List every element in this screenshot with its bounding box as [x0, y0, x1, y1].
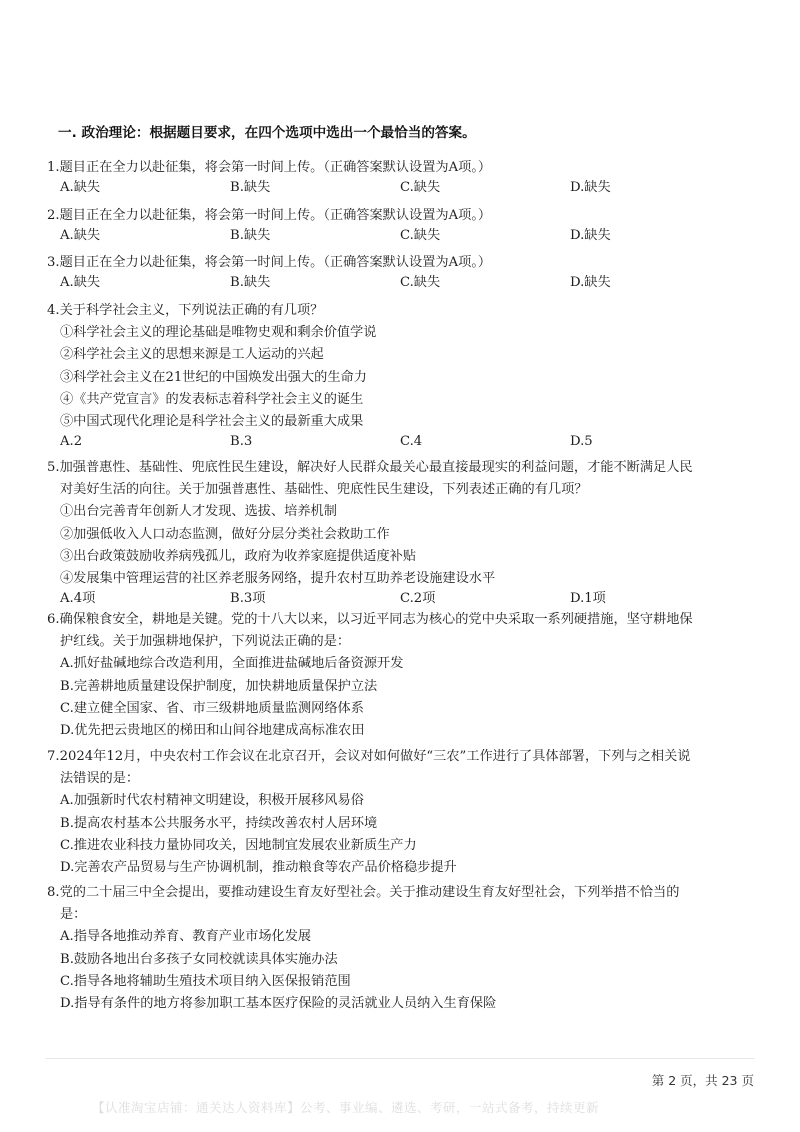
question-stem: 2.题目正在全力以赴征集，将会第一时间上传。（正确答案默认设置为A项。）: [47, 208, 492, 223]
option-a[interactable]: A.4项: [60, 591, 96, 607]
option-b[interactable]: B.缺失: [230, 180, 271, 196]
footer-divider: [45, 1058, 755, 1059]
options-row: [60, 226, 760, 246]
question-stem: 1.题目正在全力以赴征集，将会第一时间上传。（正确答案默认设置为A项。）: [47, 160, 492, 175]
option-c[interactable]: C.2项: [400, 591, 436, 607]
question-item: B.提高农村基本公共服务水平，持续改善农村人居环境: [60, 815, 378, 831]
question-item: ②加强低收入人口动态监测，做好分层分类社会救助工作: [60, 526, 390, 542]
watermark-text: 【认准淘宝店铺：通关达人资料库】公考、事业编、遴选、考研，一站式备考，持续更新: [92, 1100, 600, 1115]
question-item: ⑤中国式现代化理论是科学社会主义的最新重大成果: [60, 414, 364, 429]
question-stem-continued: 对美好生活的向往。关于加强普惠性、基础性、兜底性民生建设，下列表述正确的有几项？: [60, 482, 588, 498]
question-item: ③科学社会主义在21世纪的中国焕发出强大的生命力: [60, 369, 367, 385]
options-row: [60, 273, 760, 293]
question-item: B.鼓励各地出台多孩子女同校就读具体实施办法: [60, 951, 338, 967]
question-stem: 6.确保粮食安全，耕地是关键。党的十八大以来，以习近平同志为核心的党中央采取一系列硬措施，坚守耕地保: [47, 612, 693, 627]
question-item: C.指导各地将辅助生殖技术项目纳入医保报销范围: [60, 973, 351, 989]
question-item: ③出台政策鼓励收养病残孤儿，政府为收养家庭提供适度补贴: [60, 548, 417, 564]
question-item: D.优先把云贵地区的梯田和山间谷地建成高标准农田: [60, 723, 365, 738]
question-item: ④发展集中管理运营的社区养老服务网络，提升农村互助养老设施建设水平: [60, 571, 496, 586]
option-a[interactable]: A.缺失: [60, 180, 101, 196]
option-d[interactable]: D.缺失: [570, 180, 611, 196]
question-item: C.建立健全国家、省、市三级耕地质量监测网络体系: [60, 700, 364, 716]
option-c[interactable]: C.缺失: [400, 275, 441, 291]
option-d[interactable]: D.1项: [570, 591, 606, 607]
option-c[interactable]: C.4: [400, 434, 423, 450]
section-title: 一. 政治理论：根据题目要求，在四个选项中选出一个最恰当的答案。: [58, 125, 476, 141]
option-a[interactable]: A.2: [60, 434, 83, 450]
option-d[interactable]: D.缺失: [570, 275, 611, 291]
question-item: B.完善耕地质量建设保护制度，加快耕地质量保护立法: [60, 678, 378, 694]
question-item: A.加强新时代农村精神文明建设，积极开展移风易俗: [60, 793, 364, 809]
question-stem-continued: 护红线。关于加强耕地保护，下列说法正确的是：: [60, 634, 351, 650]
option-d[interactable]: D.缺失: [570, 228, 611, 244]
question-item: C.推进农业科技力量协同攻关，因地制宜发展农业新质生产力: [60, 837, 417, 853]
question-stem-continued: 是：: [60, 907, 87, 923]
options-row: [60, 589, 760, 609]
question-stem: 8.党的二十届三中全会提出，要推动建设生育友好型社会。关于推动建设生育友好型社会，下列举措不恰当的: [47, 885, 680, 900]
question-item: D.完善农产品贸易与生产协调机制，推动粮食等农产品价格稳步提升: [60, 860, 457, 875]
question-item: A.抓好盐碱地综合改造利用，全面推进盐碱地后备资源开发: [60, 656, 404, 672]
page-number: 第 2 页，共 23 页: [651, 1073, 754, 1088]
option-b[interactable]: B.3: [230, 434, 253, 450]
option-b[interactable]: B.缺失: [230, 275, 271, 291]
question-stem: 5.加强普惠性、基础性、兜底性民生建设，解决好人民群众最关心最直接最现实的利益问题，才能不断满足人民: [47, 460, 693, 475]
question-stem: 7.2024年12月，中央农村工作会议在北京召开，会议对如何做好“三农”工作进行了具体部署，下列与之相关说: [47, 749, 691, 764]
question-item: ①出台完善青年创新人才发现、选拔、培养机制: [60, 504, 337, 520]
option-d[interactable]: D.5: [570, 434, 593, 450]
question-item: D.指导有条件的地方将参加职工基本医疗保险的灵活就业人员纳入生育保险: [60, 996, 497, 1011]
option-a[interactable]: A.缺失: [60, 228, 101, 244]
option-b[interactable]: B.缺失: [230, 228, 271, 244]
question-item: ①科学社会主义的理论基础是唯物史观和剩余价值学说: [60, 325, 377, 341]
question-item: ④《共产党宣言》的发表标志着科学社会主义的诞生: [60, 391, 364, 407]
question-item: A.指导各地推动养育、教育产业市场化发展: [60, 929, 312, 945]
option-a[interactable]: A.缺失: [60, 275, 101, 291]
option-c[interactable]: C.缺失: [400, 228, 441, 244]
question-stem: 3.题目正在全力以赴征集，将会第一时间上传。（正确答案默认设置为A项。）: [47, 255, 492, 270]
options-row: [60, 178, 760, 198]
question-item: ②科学社会主义的思想来源是工人运动的兴起: [60, 347, 324, 363]
options-row: [60, 432, 760, 452]
question-stem-continued: 法错误的是：: [60, 771, 140, 787]
option-b[interactable]: B.3项: [230, 591, 266, 607]
question-stem: 4.关于科学社会主义，下列说法正确的有几项？: [47, 303, 324, 318]
option-c[interactable]: C.缺失: [400, 180, 441, 196]
